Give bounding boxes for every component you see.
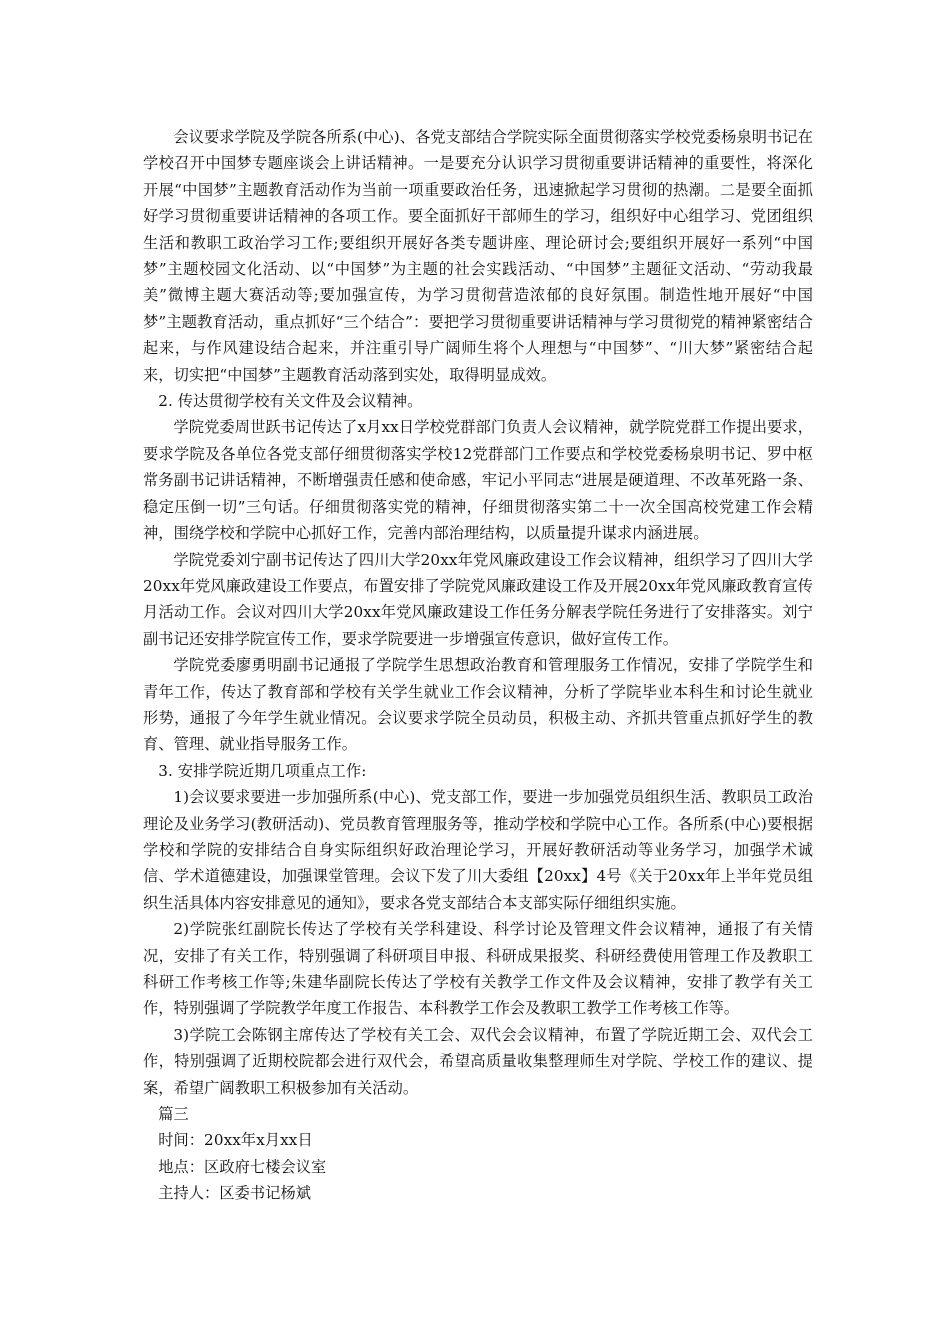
paragraph-meeting-requirements: 会议要求学院及学院各所系(中心)、各党支部结合学院实际全面贯彻落实学校党委杨泉明书记在学校召开中国梦专题座谈会上讲话精神。一是要充分认识学习贯彻重要讲话精神的重要性，将深化开展“中国梦”主题教育活动作为当前一项重要政治任务，迅速掀起学习贯彻的热潮。二是要全面抓好学习贯彻重要讲话精神的各项工作。要全面抓好干部师生的学习，组织好中心组学习、党团组织生活和教职工政治学习工作;要组织开展好各类专题讲座、理论研讨会;要组织开展好一系列“中国梦”主题校园文化活动、以“中国梦”为主题的社会实践活动、“中国梦”主题征文活动、“劳动我最美”微博主题大赛活动等;要加强宣传，为学习贯彻营造浓郁的良好氛围。制造性地开展好“中国梦”主题教育活动，重点抓好“三个结合”：要把学习贯彻重要讲话精神与学习贯彻党的精神紧密结合起来，与作风建设结合起来，并注重引导广阔师生将个人理想与“中国梦”、“川大梦”紧密结合起来，切实把“中国梦”主题教育活动落到实处，取得明显成效。 — [143, 128, 813, 384]
meeting-location: 地点：区政府七楼会议室 — [158, 1157, 327, 1176]
meeting-host: 主持人：区委书记杨斌 — [158, 1184, 312, 1203]
document-body — [143, 124, 813, 1207]
paragraph-liu-ning: 学院党委刘宁副书记传达了四川大学20xx年党风廉政建设工作会议精神，组织学习了四川大学20xx年党风廉政建设工作要点，布置安排了学院党风廉政建设工作及开展20xx年党风廉政教育宣传月活动工作。会议对四川大学20xx年党风廉政建设工作任务分解表学院任务进行了安排落实。刘宁副书记还安排学院宣传工作，要求学院要进一步增强宣传意识，做好宣传工作。 — [143, 550, 813, 648]
paragraph-zhou-shiyue: 学院党委周世跃书记传达了x月xx日学校党群部门负责人会议精神，就学院党群工作提出要求，要求学院及各单位各党支部仔细贯彻落实学校12党群部门工作要点和学校党委杨泉明书记、罗中枢常务副书记讲话精神，不断增强责任感和使命感，牢记小平同志“进展是硬道理、不改革死路一条、稳定压倒一切”三句话。仔细贯彻落实党的精神，仔细贯彻落实第二十一次全国高校党建工作会精神，围绕学校和学院中心抓好工作，完善内部治理结构，以质量提升谋求内涵进展。 — [143, 418, 813, 543]
paragraph-liao-yongming: 学院党委廖勇明副书记通报了学院学生思想政治教育和管理服务工作情况，安排了学院学生和青年工作，传达了教育部和学校有关学生就业工作会议精神，分析了学院毕业本科生和讨论生就业形势，通报了今年学生就业情况。会议要求学院全员动员，积极主动、齐抓共管重点抓好学生的教育、管理、就业指导服务工作。 — [143, 656, 813, 754]
section-heading-2: 2. 传达贯彻学校有关文件及会议精神。 — [158, 392, 423, 411]
meeting-time: 时间：20xx年x月xx日 — [158, 1131, 313, 1150]
paragraph-item-3: 3)学院工会陈钢主席传达了学校有关工会、双代会会议精神，布置了学院近期工会、双代会工作，特别强调了近期校院都会进行双代会，希望高质量收集整理师生对学院、学校工作的建议、提案，希望广阔教职工积极参加有关活动。 — [143, 1025, 813, 1097]
paragraph-item-1: 1)会议要求要进一步加强所系(中心)、党支部工作，要进一步加强党员组织生活、教职员工政治理论及业务学习(教研活动)、党员教育管理服务等，推动学校和学院中心工作。各所系(中心)要根据学校和学院的安排结合自身实际组织好政治理论学习，开展好教研活动等业务学习，加强学术诚信、学术道德建设，加强课堂管理。会议下发了川大委组【20xx】4号《关于20xx年上半年党员组织生活具体内容安排意见的通知》，要求各党支部结合本支部实际仔细组织实施。 — [143, 788, 813, 912]
paragraph-item-2: 2)学院张红副院长传达了学校有关学科建设、科学讨论及管理文件会议精神，通报了有关情况，安排了有关工作，特别强调了科研项目申报、科研成果报奖、科研经费使用管理工作及教职工科研工作考核工作等;朱建华副院长传达了学校有关教学工作文件及会议精神，安排了教学有关工作，特别强调了学院教学年度工作报告、本科教学工作会及教职工教学工作考核工作等。 — [143, 920, 813, 1018]
part-three-heading: 篇三 — [158, 1105, 189, 1124]
section-heading-3: 3. 安排学院近期几项重点工作: — [158, 761, 367, 780]
